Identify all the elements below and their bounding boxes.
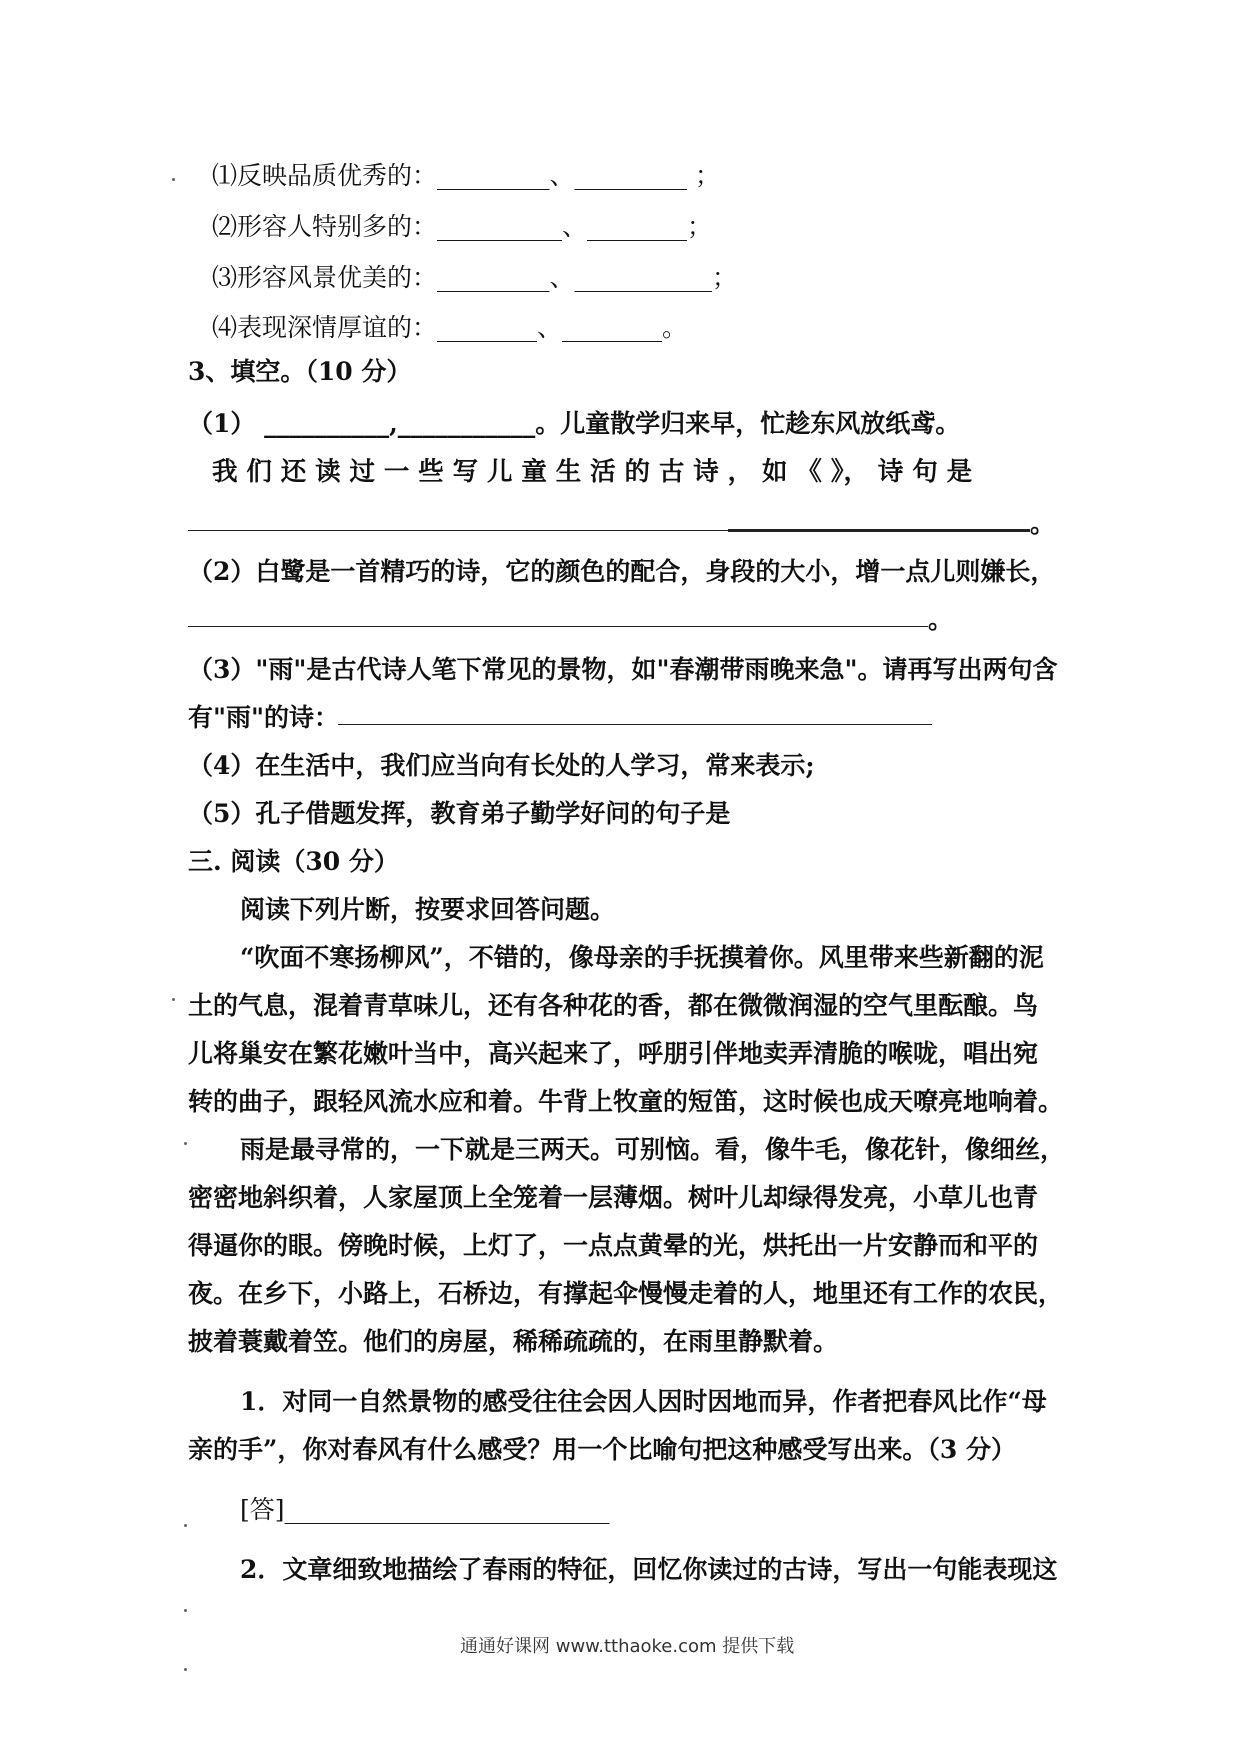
fill-q2: （2）白鹭是一首精巧的诗，它的颜色的配合，身段的大小，增一点儿则嫌长，: [188, 557, 1056, 586]
reading-section-title: 三. 阅读（30 分）: [188, 847, 399, 876]
margin-speck: [184, 1142, 187, 1145]
fill-q1-continued: 我 们 还 读 过 一 些 写 儿 童 生 活 的 古 诗 ， 如 《 》， 诗 句 是: [212, 457, 973, 487]
passage-line: “吹面不寒扬柳风”，不错的，像母亲的手抚摸着你。风里带来些新翻的泥: [240, 943, 1044, 972]
idiom-item-3: ⑶形容风景优美的：_________、___________；: [212, 263, 738, 292]
fill-q1-end: 。: [1030, 509, 1056, 538]
fill-q1: （1） __________,___________。儿童散学归来早，忙趁东风放纸鸢。: [188, 409, 961, 438]
answer-line: [338, 724, 932, 725]
page-footer: 通通好课网 www.tthaoke.com 提供下载: [460, 1636, 795, 1657]
idiom-item-2: ⑵形容人特别多的：__________、________；: [212, 212, 713, 241]
fill-q3: （3）"雨"是古代诗人笔下常见的景物，如"春潮带雨晚来急"。请再写出两句含: [188, 655, 1058, 684]
fill-q2-end: 。: [928, 605, 954, 634]
passage-line: 夜。在乡下，小路上，石桥边，有撑起伞慢慢走着的人，地里还有工作的农民，: [188, 1279, 1064, 1308]
answer-line: [728, 529, 1030, 532]
margin-speck: [172, 998, 175, 1001]
passage-line: 转的曲子，跟轻风流水应和着。牛背上牧童的短笛，这时候也成天嘹亮地响着。: [188, 1087, 1064, 1116]
passage-line: 雨是最寻常的，一下就是三两天。可别恼。看，像牛毛，像花针，像细丝，: [240, 1135, 1066, 1164]
margin-speck: [184, 1609, 187, 1612]
reading-question-1-continued: 亲的手”，你对春风有什么感受？用一个比喻句把这种感受写出来。（3 分）: [188, 1435, 1016, 1464]
answer-prompt: [答]__________________________: [240, 1495, 610, 1524]
passage-line: 得逼你的眼。傍晚时候，上灯了，一点点黄晕的光，烘托出一片安静而和平的: [188, 1231, 1039, 1260]
idiom-item-4: ⑷表现深情厚谊的：________、________。: [212, 313, 688, 342]
passage-line: 土的气息，混着青草味儿，还有各种花的香，都在微微润湿的空气里酝酿。鸟: [188, 991, 1039, 1020]
margin-speck: [172, 178, 175, 181]
fill-q5: （5）孔子借题发挥，教育弟子勤学好问的句子是: [188, 799, 731, 828]
reading-question-1: 1．对同一自然景物的感受往往会因人因时因地而异，作者把春风比作“母: [240, 1387, 1047, 1416]
idiom-item-1: ⑴反映品质优秀的：_________、_________ ；: [212, 161, 720, 190]
fill-q3-continued: 有"雨"的诗：: [188, 703, 340, 732]
reading-question-2: 2．文章细致地描绘了春雨的特征，回忆你读过的古诗，写出一句能表现这: [240, 1555, 1058, 1584]
margin-speck: [184, 1524, 187, 1527]
fill-q4: （4）在生活中，我们应当向有长处的人学习，常来表示;: [188, 751, 815, 780]
answer-line: [188, 626, 928, 627]
answer-line: [188, 530, 728, 531]
passage-line: 披着蓑戴着笠。他们的房屋，稀稀疏疏的，在雨里静默着。: [188, 1327, 839, 1356]
section-3-title: 3、填空。（10 分）: [188, 357, 412, 386]
reading-instruction: 阅读下列片断，按要求回答问题。: [240, 895, 616, 924]
margin-speck: [184, 1668, 187, 1671]
passage-line: 密密地斜织着，人家屋顶上全笼着一层薄烟。树叶儿却绿得发亮，小草儿也青: [188, 1183, 1039, 1212]
passage-line: 儿将巢安在繁花嫩叶当中，高兴起来了，呼朋引伴地卖弄清脆的喉咙，唱出宛: [188, 1039, 1039, 1068]
